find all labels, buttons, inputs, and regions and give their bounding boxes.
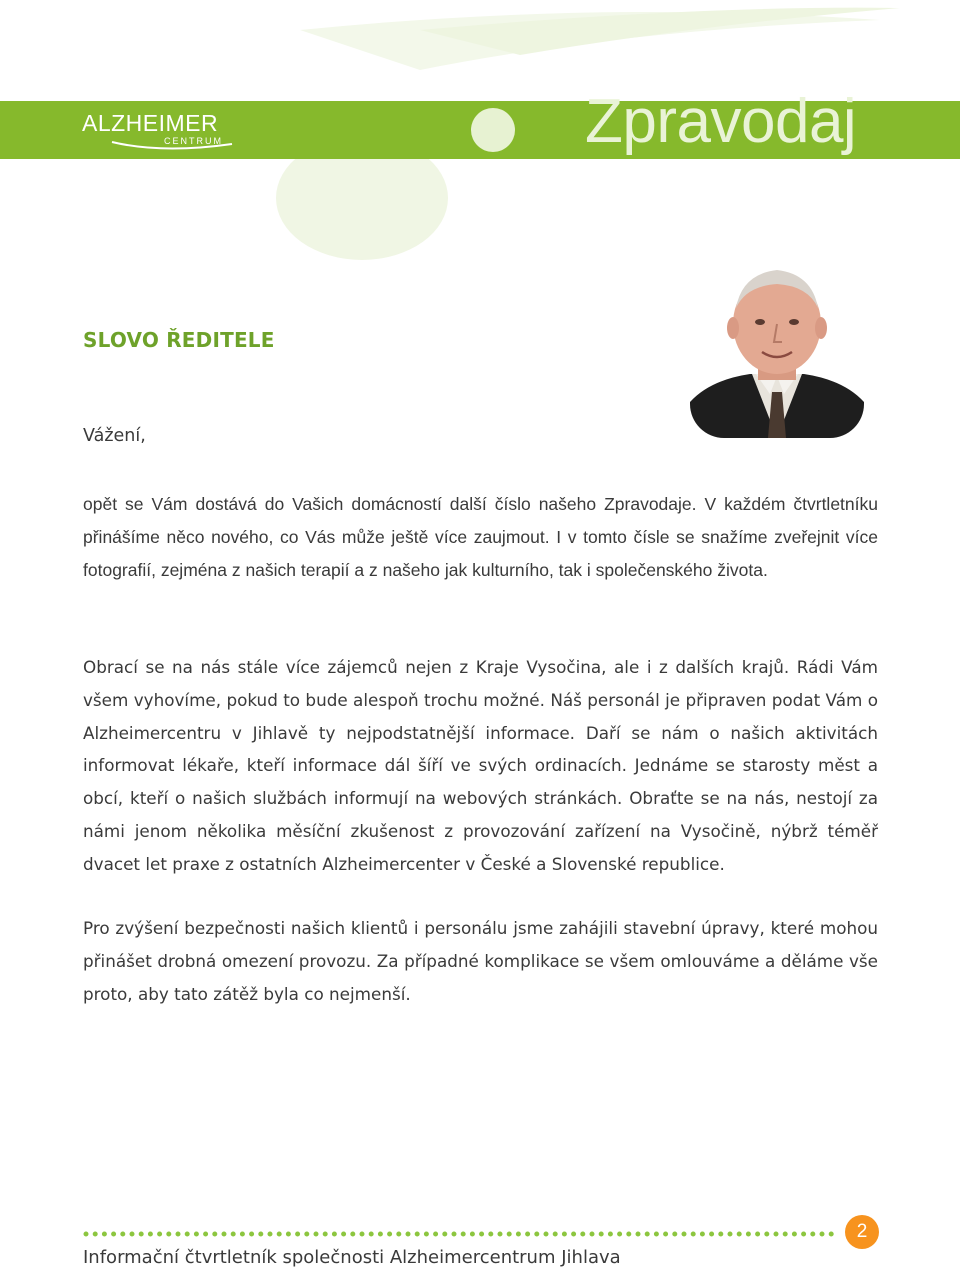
director-portrait xyxy=(690,252,864,438)
paragraph-intro: opět se Vám dostává do Vašich domácností další číslo našeho Zpravodaje. V každém čtvrtletníku přinášíme něco nového, co Vás může ještě více zaujmout. I v tomto čísle se snažíme zveřejnit více fotografií, zejména z našich terapií a z našeho jak kulturního, tak i společenského života. xyxy=(83,494,878,580)
paragraph-safety: Pro zvýšení bezpečnosti našich klientů i personálu jsme zahájili stavební úpravy, které mohou přinášet drobná omezení provozu. Za případné komplikace se všem omlouváme a děláme vše proto, aby tato zátěž byla co nejmenší. xyxy=(83,918,878,1004)
footer-dotted-rule xyxy=(83,1231,835,1237)
page-number-badge: 2 xyxy=(845,1215,879,1249)
section-title: SLOVO ŘEDITELE xyxy=(83,328,275,352)
paragraph-interest: Obrací se na nás stále více zájemců nejen z Kraje Vysočina, ale i z dalších krajů. Rádi Vám všem vyhovíme, pokud to bude alespoň trochu možné. Náš personál je připraven podat Vám o Alzheimercentru v Jihlavě ty nejpodstatnější informace. Daří se nám o našich aktivitách informovat lékaře, kteří informace dál šíří ve svých ordinacích. Jednáme se starosty měst a obcí, kteří o našich službách informují na webových stránkách. Obraťte se na nás, nestojí za námi jenom několika měsíční zkušenost z provozování zařízení na Vysočině, nýbrž téměř dvacet let praxe z ostatních Alzheimercenter v České a Slovenské republice. xyxy=(83,657,878,874)
logo-wordmark: ALZHEIMER xyxy=(82,110,219,136)
footer-caption: Informační čtvrtletník společnosti Alzheimercentrum Jihlava xyxy=(83,1247,621,1268)
salutation: Vážení, xyxy=(83,426,146,446)
decorative-dot xyxy=(471,108,515,152)
alzheimer-centrum-logo xyxy=(82,108,247,156)
masthead-title: Zpravodaj xyxy=(585,87,857,156)
portrait-image xyxy=(690,252,864,438)
logo-subtitle: CENTRUM xyxy=(164,136,223,146)
